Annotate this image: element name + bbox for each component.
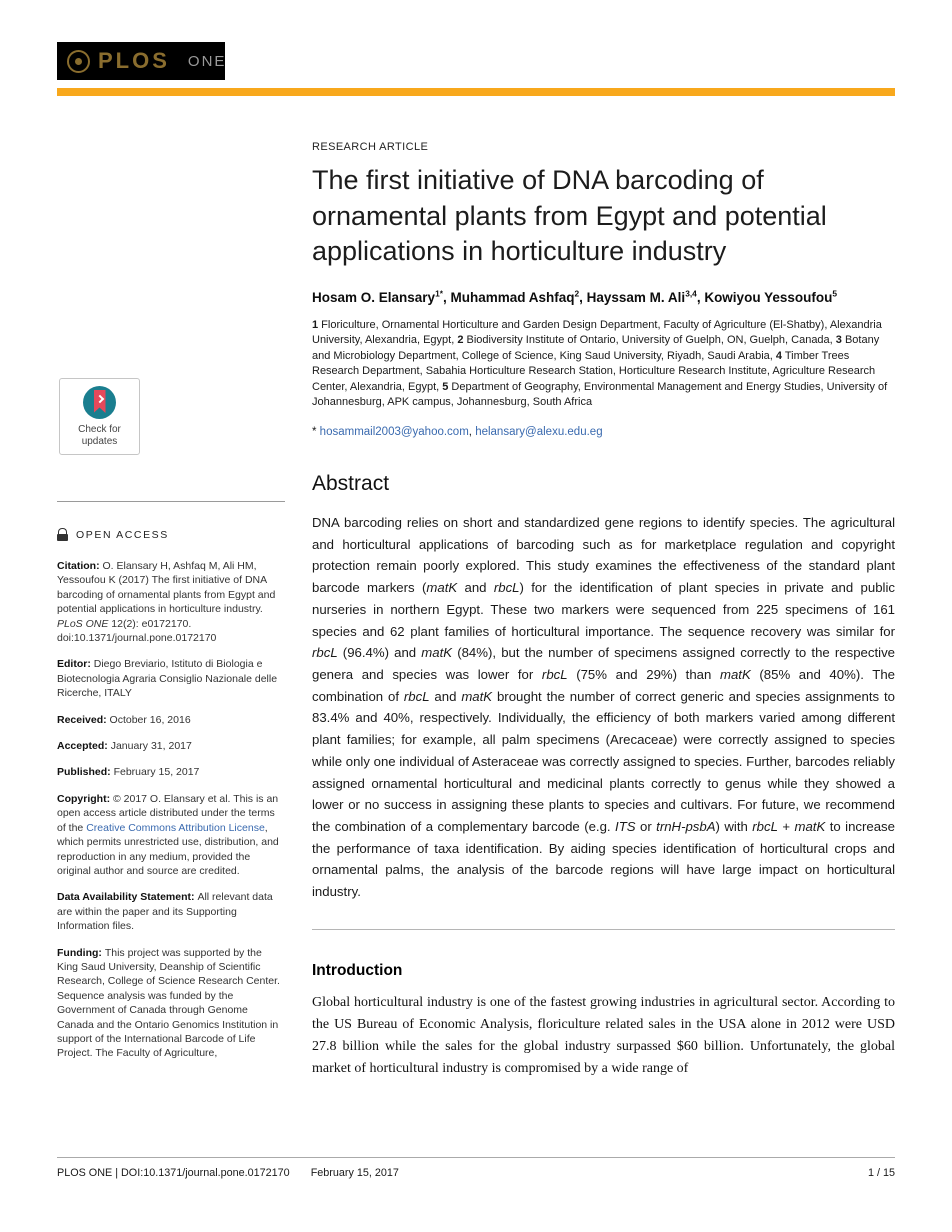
- copyright-text: © 2017 O. Elansary et al. This is an open access article distributed under the terms of the Creative Commons Attribution License, which permits unrestricted use, distribution, and reproduction in any medium, provided the original author and source are credited.: [57, 792, 279, 877]
- author-list: Hosam O. Elansary$^{1*}$, Muhammad Ashfaq$^2$, Hayssam M. Ali$^{3,4}$, Kowiyou Yessoufou$^5$: [312, 288, 837, 305]
- link[interactable]: hosammail2003@yahoo.com: [319, 426, 469, 439]
- data-availability-label: Data Availability Statement:: [57, 891, 198, 904]
- citation-label: Citation:: [57, 560, 103, 572]
- footer-date: February 15, 2017: [310, 1167, 399, 1179]
- funding-label: Funding:: [57, 946, 105, 959]
- abstract-heading: Abstract: [312, 472, 390, 496]
- affiliations: 1 Floriculture, Ornamental Horticulture and Garden Design Department, Faculty of Agriculture (El-Shatby), Alexandria University, Alexandria, Egypt, 2 Biodiversity Institute of Ontario, University of Guelph, ON, Guelph, Canada, 3 Botany and Microbiology Department, College of Science, King Saud University, Riyadh, Saudi Arabia, 4 Timber Trees Research Department, Sabahia Horticulture Research Station, Horticulture Research Institute, Agriculture Research Center, Alexandria, Egypt, 5 Department of Geography, Environmental Management and Energy Studies, University of Johannesburg, APK campus, Johannesburg, South Africa: [312, 318, 888, 409]
- plos-one-text: ONE: [187, 52, 227, 70]
- accepted-label: Accepted:: [57, 740, 111, 753]
- data-availability-text: All relevant data are within the paper and its Supporting Information files.: [57, 891, 273, 933]
- data-availability-block: [57, 890, 285, 933]
- introduction-text: Global horticultural industry is one of the fastest growing industries in agricultural sector. According to the US Bureau of Economic Analysis, floriculture related sales in the USA alone in 2012 were USD 27.8 billion while the sales for the global industry surpassed $60 billion. Unfortunately, the global market of horticultural industry is compromised by a wide range of: [312, 994, 895, 1076]
- correspondence-line: * hosammail2003@yahoo.com, helansary@alexu.edu.eg: [312, 426, 603, 439]
- page-footer: [57, 1157, 895, 1179]
- link[interactable]: helansary@alexu.edu.eg: [475, 426, 603, 439]
- article-metadata-sidebar: [57, 378, 285, 1073]
- funding-text: This project was supported by the King Saud University, Deanship of Scientific Research, College of Science Research Center. Sequence analysis was funded by the Government of Canada through Genome Canada and the Ontario Genomics Institution in support of the International Barcode of Life Project. The Faculty of Agriculture,: [57, 946, 280, 1060]
- footer-citation: [57, 1167, 399, 1179]
- citation-text: O. Elansary H, Ashfaq M, Ali HM, Yessoufou K (2017) The first initiative of DNA barcoding of ornamental plants from Egypt and potential applications in horticulture industry. PLoS ONE 12(2): e0172170. doi:10.1371/journal.pone.0172170: [57, 560, 276, 645]
- received-block: [57, 713, 285, 727]
- accepted-date: January 31, 2017: [110, 740, 192, 753]
- editor-block: [57, 657, 285, 700]
- editor-label: Editor:: [57, 658, 94, 671]
- open-access-lock-icon: [57, 528, 68, 541]
- accent-bar: [57, 88, 895, 96]
- abstract-text: DNA barcoding relies on short and standardized gene regions to identify species. The agricultural and horticultural applications of barcoding such as for marketplace regulation and copyright protection remain poorly explored. This study examines the effectiveness of the standard plant barcode markers (matK and rbcL) for the identification of plant species in private and public nurseries in northern Egypt. These two markers were sequenced from 225 specimens of 161 species and 62 plant families of horticultural importance. The sequence recovery was similar for rbcL (96.4%) and matK (84%), but the number of specimens assigned correctly to the respective genera and species was lower for rbcL (75% and 29%) than matK (85% and 40%). The combination of rbcL and matK brought the number of correct generic and species assignments to 83.4% and 40%, respectively. Individually, the efficiency of both markers varied among different plant families; for example, all palm specimens (Arecaceae) were correctly assigned to species while only one individual of Asteraceae was correctly assigned to species. Further, barcodes reliably assigned ornamental horticultural and medicinal plants correctly to genus while they showed a lower or no success in assigning these plants to species and cultivars. For future, we recommend the combination of a complementary barcode (e.g. ITS or trnH-psbA) with rbcL + matK to increase the performance of taxa identification. By aiding species identification of horticultural crops and ornamental palms, the analysis of the barcode regions will have large impact on horticultural industry.: [312, 515, 895, 900]
- article-title: The first initiative of DNA barcoding of ornamental plants from Egypt and potential applications in horticulture industry: [312, 165, 827, 266]
- footer-doi: PLOS ONE | DOI:10.1371/journal.pone.0172170: [57, 1167, 290, 1179]
- citation-block: [57, 559, 285, 645]
- funding-block: [57, 946, 285, 1061]
- sidebar-divider: [57, 501, 285, 502]
- section-divider: [312, 929, 895, 930]
- copyright-block: [57, 792, 285, 878]
- crossmark-icon: [83, 386, 116, 419]
- accepted-block: [57, 739, 285, 753]
- introduction-heading: Introduction: [312, 961, 403, 979]
- plos-emblem-icon: [67, 50, 90, 73]
- received-label: Received:: [57, 713, 110, 726]
- copyright-label: Copyright:: [57, 792, 113, 805]
- plos-logo-text: PLOS: [98, 48, 170, 73]
- plos-one-logo: [57, 42, 225, 80]
- open-access-row: [57, 528, 285, 541]
- link[interactable]: Creative Commons Attribution License: [86, 821, 265, 834]
- check-for-updates-badge[interactable]: [59, 378, 140, 455]
- published-date: February 15, 2017: [113, 766, 200, 779]
- published-label: Published:: [57, 766, 114, 779]
- crossmark-ribbon-icon: [94, 390, 106, 413]
- article-type-kicker: RESEARCH ARTICLE: [312, 141, 429, 153]
- article-main-column: [312, 141, 895, 1080]
- open-access-label: OPEN ACCESS: [76, 528, 169, 541]
- footer-page-number: 1 / 15: [867, 1167, 895, 1179]
- check-for-updates-label: Check for updates: [78, 424, 121, 447]
- editor-text: Diego Breviario, Istituto di Biologia e Biotecnologia Agraria Consiglio Nazionale delle Ricerche, ITALY: [57, 658, 278, 700]
- received-date: October 16, 2016: [109, 713, 191, 726]
- published-block: [57, 765, 285, 779]
